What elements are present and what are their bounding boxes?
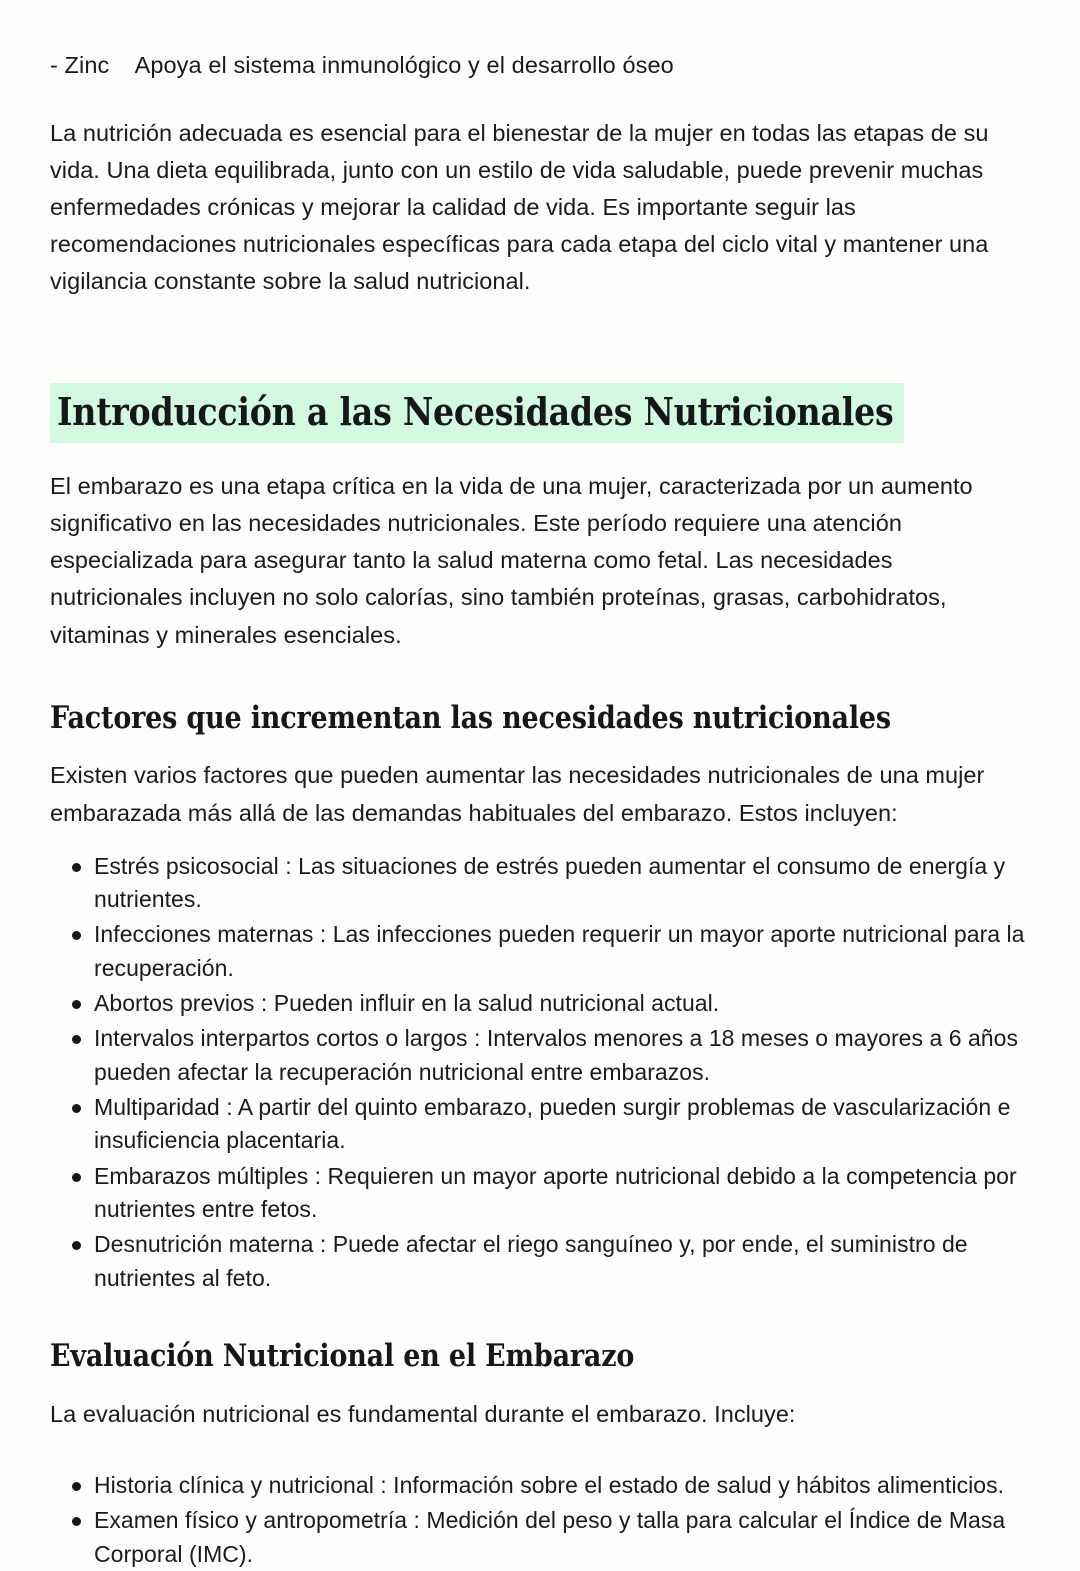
subheading-evaluacion-wrapper	[50, 1339, 1030, 1374]
list-item: Historia clínica y nutricional : Información sobre el estado de salud y hábitos alimenticios.	[50, 1469, 1030, 1502]
subheading-factores-wrapper	[50, 701, 1030, 736]
list-item: Multiparidad : A partir del quinto embarazo, pueden surgir problemas de vascularización e insuficiencia placentaria.	[50, 1091, 1030, 1158]
factores-paragraph: Existen varios factores que pueden aumentar las necesidades nutricionales de una mujer embarazada más allá de las demandas habituales del embarazo. Estos incluyen:	[50, 762, 985, 826]
section-intro-paragraph: El embarazo es una etapa crítica en la vida de una mujer, caracterizada por un aumento significativo en las necesidades nutricionales. Este período requiere una atención especializada para asegurar tanto la salud materna como fetal. Las necesidades nutricionales incluyen no solo calorías, sino también proteínas, grasas, carbohidratos, vitaminas y minerales esenciales.	[50, 473, 973, 648]
subheading-factores: Factores que incrementan las necesidades nutricionales	[50, 699, 891, 736]
list-item: Estrés psicosocial : Las situaciones de estrés pueden aumentar el consumo de energía y nutrientes.	[50, 850, 1030, 917]
evaluacion-list	[50, 1469, 1030, 1571]
section-heading-wrapper	[50, 383, 1030, 443]
list-item: Intervalos interpartos cortos o largos : Intervalos menores a 18 meses o mayores a 6 años pueden afectar la recuperación nutricional entre embarazos.	[50, 1022, 1030, 1089]
list-item: Embarazos múltiples : Requieren un mayor aporte nutricional debido a la competencia por nutrientes entre fetos.	[50, 1160, 1030, 1227]
evaluacion-paragraph: La evaluación nutricional es fundamental durante el embarazo. Incluye:	[50, 1400, 796, 1427]
factores-list	[50, 850, 1030, 1295]
list-item: Examen físico y antropometría : Medición del peso y talla para calcular el Índice de Masa Corporal (IMC).	[50, 1504, 1030, 1571]
subheading-evaluacion: Evaluación Nutricional en el Embarazo	[50, 1338, 635, 1375]
list-item: Abortos previos : Pueden influir en la salud nutricional actual.	[50, 987, 1030, 1020]
page-title: Introducción a las Necesidades Nutricionales	[50, 383, 904, 443]
intro-paragraph: La nutrición adecuada es esencial para el bienestar de la mujer en todas las etapas de su vida. Una dieta equilibrada, junto con un estilo de vida saludable, puede prevenir muchas enfermedades crónicas y mejorar la calidad de vida. Es importante seguir las recomendaciones nutricionales específicas para cada etapa del ciclo vital y mantener una vigilancia constante sobre la salud nutricional.	[50, 119, 989, 295]
top-text-fragment: - Zinc Apoya el sistema inmunológico y el desarrollo óseo	[50, 52, 674, 78]
list-item: Desnutrición materna : Puede afectar el riego sanguíneo y, por ende, el suministro de nutrientes al feto.	[50, 1228, 1030, 1295]
list-item: Infecciones maternas : Las infecciones pueden requerir un mayor aporte nutricional para la recuperación.	[50, 918, 1030, 985]
